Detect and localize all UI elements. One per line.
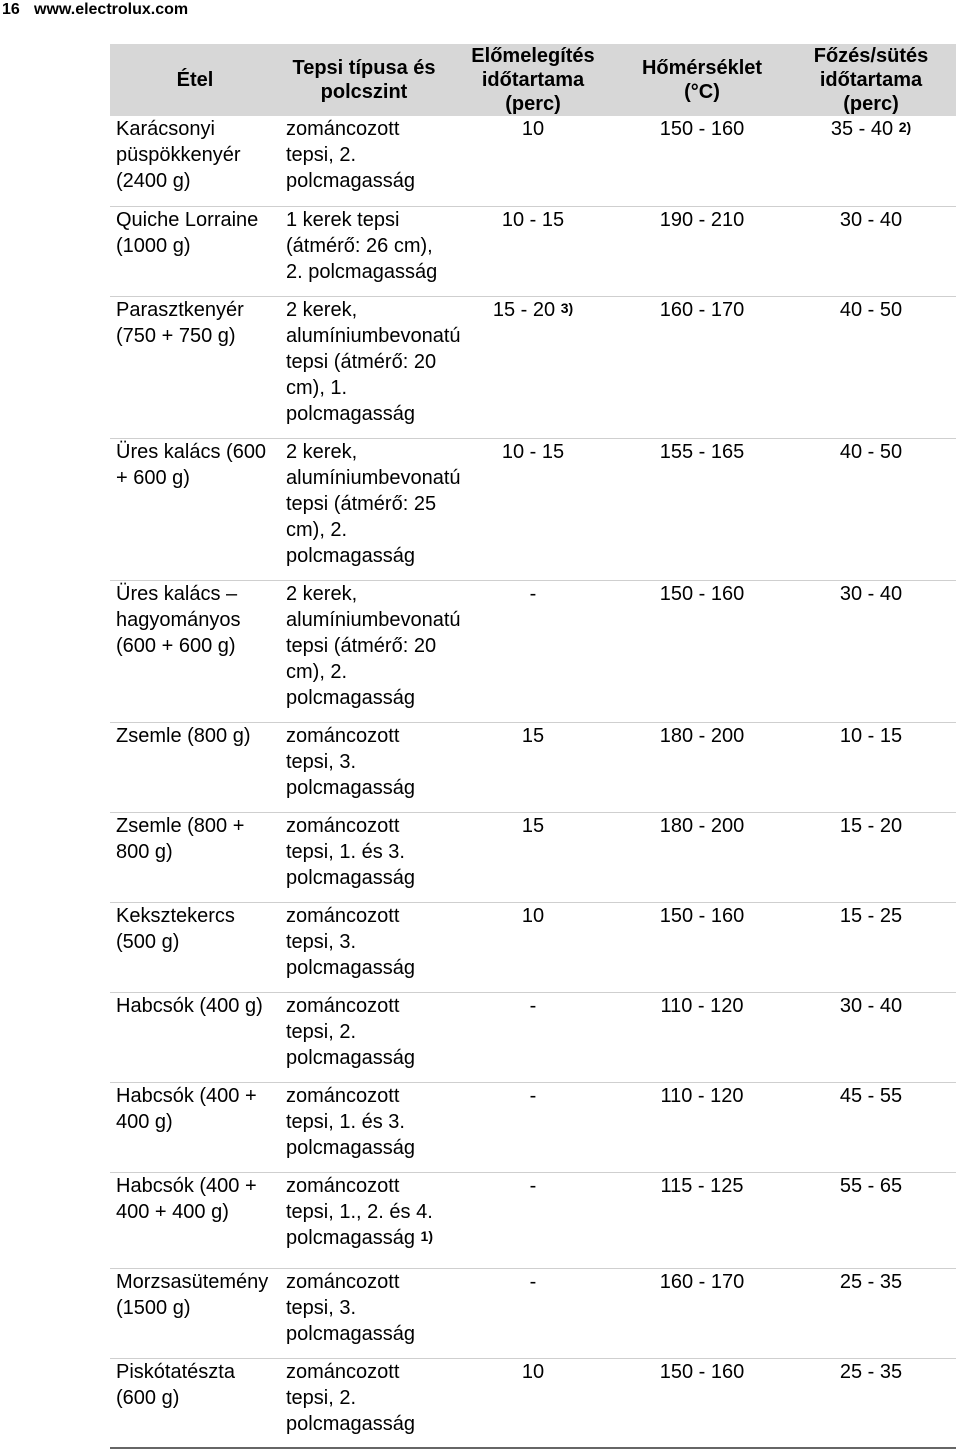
table-row	[110, 206, 956, 296]
temperature-cell-text: 160 - 170	[659, 298, 745, 321]
table-row	[110, 812, 956, 902]
time-cell	[786, 1268, 956, 1358]
temperature-cell	[618, 1172, 786, 1268]
table-row	[110, 722, 956, 812]
temperature-cell-text: 110 - 120	[660, 994, 744, 1017]
tray-cell-text: 2 kerek, alumíniumbevonatú tepsi (átmérő: 20 cm), 2. polcmagasság	[286, 582, 461, 709]
temperature-cell	[618, 722, 786, 812]
time-cell-text: 45 - 55	[839, 1084, 903, 1107]
time-cell-text: 15 - 20	[839, 814, 903, 837]
food-cell-text: Keksztekercs (500 g)	[116, 904, 235, 953]
food-cell-text: Zsemle (800 + 800 g)	[116, 814, 245, 863]
time-cell	[786, 580, 956, 722]
preheat-cell-text: 15	[521, 814, 545, 837]
tray-cell	[280, 116, 448, 206]
time-cell-text: 55 - 65	[839, 1174, 903, 1197]
preheat-cell-text: -	[529, 1174, 537, 1197]
food-cell-text: Zsemle (800 g)	[116, 724, 251, 747]
preheat-cell-text: 10	[521, 904, 545, 927]
preheat-cell	[448, 1358, 618, 1448]
temperature-cell-text: 150 - 160	[659, 1360, 745, 1383]
temperature-cell-text: 180 - 200	[659, 814, 745, 837]
time-cell-text: 30 - 40	[839, 208, 903, 231]
temperature-cell-text: 160 - 170	[659, 1270, 745, 1293]
table-row	[110, 992, 956, 1082]
footnote-marker: 3)	[560, 299, 574, 316]
tray-cell	[280, 722, 448, 812]
food-cell	[110, 580, 280, 722]
time-cell	[786, 438, 956, 580]
preheat-cell	[448, 438, 618, 580]
food-cell	[110, 992, 280, 1082]
table-row	[110, 580, 956, 722]
time-cell-text: 30 - 40	[839, 582, 903, 605]
food-cell	[110, 1172, 280, 1268]
baking-table	[110, 44, 956, 1449]
tray-cell-text: zománcozott tepsi, 1. és 3. polcmagasság	[286, 1084, 415, 1159]
time-cell-text: 40 - 50	[839, 298, 903, 321]
tray-cell-text: zománcozott tepsi, 3. polcmagasság	[286, 904, 415, 979]
preheat-cell	[448, 1082, 618, 1172]
header-temperature: Hőmérséklet (°C)	[618, 44, 786, 116]
temperature-cell	[618, 1268, 786, 1358]
food-cell	[110, 438, 280, 580]
table-row	[110, 1172, 956, 1268]
temperature-cell-text: 190 - 210	[659, 208, 745, 231]
food-cell	[110, 116, 280, 206]
time-cell	[786, 1082, 956, 1172]
preheat-cell-text: 15	[521, 724, 545, 747]
time-cell-text: 30 - 40	[839, 994, 903, 1017]
time-cell	[786, 722, 956, 812]
temperature-cell	[618, 580, 786, 722]
temperature-cell	[618, 1358, 786, 1448]
tray-cell	[280, 206, 448, 296]
temperature-cell	[618, 992, 786, 1082]
preheat-cell	[448, 1172, 618, 1268]
header-preheat: Előmelegítés időtartama (perc)	[448, 44, 618, 116]
time-cell	[786, 992, 956, 1082]
preheat-cell	[448, 296, 618, 438]
table-row	[110, 438, 956, 580]
preheat-cell-text: 10	[521, 118, 545, 140]
tray-cell	[280, 1358, 448, 1448]
table-row	[110, 1082, 956, 1172]
header-food: Étel	[110, 44, 280, 116]
food-cell	[110, 296, 280, 438]
footnote-marker: 1)	[420, 1227, 433, 1244]
temperature-cell-text: 155 - 165	[659, 440, 745, 463]
food-cell	[110, 722, 280, 812]
preheat-cell	[448, 812, 618, 902]
temperature-cell-text: 150 - 160	[659, 118, 745, 140]
footnote-marker: 2)	[898, 119, 912, 135]
temperature-cell	[618, 438, 786, 580]
preheat-cell	[448, 116, 618, 206]
food-cell-text: Parasztkenyér (750 + 750 g)	[116, 298, 244, 347]
food-cell-text: Morzsasütemény (1500 g)	[116, 1270, 269, 1319]
tray-cell	[280, 438, 461, 580]
food-cell	[110, 1082, 280, 1172]
time-cell-text: 40 - 50	[839, 440, 903, 463]
tray-cell-text: zománcozott tepsi, 1. és 3. polcmagasság	[286, 814, 415, 889]
tray-cell-text: 1 kerek tepsi (átmérő: 26 cm), 2. polcmagasság	[286, 208, 438, 283]
food-cell	[110, 206, 280, 296]
preheat-cell	[448, 206, 618, 296]
table-row	[110, 296, 956, 438]
site-url: www.electrolux.com	[34, 1, 189, 18]
time-cell-text: 15 - 25	[839, 904, 903, 927]
food-cell	[110, 902, 280, 992]
preheat-cell-text: 10	[521, 1360, 545, 1383]
temperature-cell	[618, 812, 786, 902]
header-tray: Tepsi típusa és polcszint	[280, 44, 448, 116]
food-cell-text: Üres kalács (600 + 600 g)	[116, 440, 267, 489]
header-time: Főzés/sütés időtartama (perc)	[786, 44, 956, 116]
preheat-cell-text: 10 - 15	[501, 208, 565, 231]
preheat-cell	[448, 1268, 618, 1358]
page-header	[0, 0, 960, 22]
tray-cell-text: zománcozott tepsi, 3. polcmagasság	[286, 724, 415, 799]
preheat-cell	[448, 580, 618, 722]
time-cell	[786, 812, 956, 902]
tray-cell-text: zománcozott tepsi, 2. polcmagasság	[286, 118, 415, 192]
preheat-cell-text: -	[529, 1084, 537, 1107]
temperature-cell-text: 110 - 120	[660, 1084, 744, 1107]
time-cell-text: 25 - 35	[839, 1270, 903, 1293]
food-cell-text: Habcsók (400 + 400 g)	[116, 1084, 257, 1133]
tray-cell	[280, 902, 448, 992]
tray-cell-text: zománcozott tepsi, 2. polcmagasság	[286, 1360, 415, 1435]
preheat-cell-text: 10 - 15	[501, 440, 565, 463]
food-cell-text: Üres kalács – hagyományos (600 + 600 g)	[116, 582, 241, 657]
time-cell	[786, 902, 956, 992]
time-cell-text: 25 - 35	[839, 1360, 903, 1383]
tray-cell-text: zománcozott tepsi, 3. polcmagasság	[286, 1270, 415, 1345]
time-cell	[786, 296, 956, 438]
tray-cell	[280, 812, 448, 902]
table-row	[110, 1268, 956, 1358]
time-cell	[786, 206, 956, 296]
tray-cell	[280, 1082, 448, 1172]
tray-cell-text: zománcozott tepsi, 1., 2. és 4. polcmagasság	[286, 1174, 433, 1249]
tray-cell	[280, 580, 461, 722]
temperature-cell	[618, 206, 786, 296]
tray-cell	[280, 1172, 448, 1268]
food-cell-text: Habcsók (400 + 400 + 400 g)	[116, 1174, 257, 1223]
food-cell	[110, 812, 280, 902]
tray-cell	[280, 1268, 448, 1358]
table-row	[110, 116, 956, 206]
preheat-cell-text: -	[529, 1270, 537, 1293]
temperature-cell-text: 150 - 160	[659, 582, 745, 605]
preheat-cell-text: -	[529, 994, 537, 1017]
temperature-cell	[618, 296, 786, 438]
temperature-cell-text: 150 - 160	[659, 904, 745, 927]
preheat-cell	[448, 992, 618, 1082]
time-cell-text: 35 - 40	[830, 118, 894, 140]
food-cell-text: Piskótatészta (600 g)	[116, 1360, 235, 1409]
preheat-cell-text: -	[529, 582, 537, 605]
food-cell-text: Karácsonyi püspökkenyér (2400 g)	[116, 118, 241, 192]
food-cell-text: Quiche Lorraine (1000 g)	[116, 208, 259, 257]
tray-cell-text: zománcozott tepsi, 2. polcmagasság	[286, 994, 415, 1069]
time-cell	[786, 1172, 956, 1268]
temperature-cell	[618, 1082, 786, 1172]
tray-cell-text: 2 kerek, alumíniumbevonatú tepsi (átmérő: 20 cm), 1. polcmagasság	[286, 298, 461, 425]
tray-cell	[280, 296, 461, 438]
page-number: 16	[2, 1, 20, 18]
tray-cell-text: 2 kerek, alumíniumbevonatú tepsi (átmérő: 25 cm), 2. polcmagasság	[286, 440, 461, 567]
time-cell	[786, 1358, 956, 1448]
tray-cell	[280, 992, 448, 1082]
time-cell-text: 10 - 15	[839, 724, 903, 747]
preheat-cell	[448, 902, 618, 992]
table-row	[110, 1358, 956, 1448]
table-header-row	[110, 44, 956, 116]
food-cell	[110, 1358, 280, 1448]
temperature-cell-text: 115 - 125	[660, 1174, 744, 1197]
preheat-cell-text: 15 - 20	[492, 298, 556, 321]
food-cell	[110, 1268, 280, 1358]
food-cell-text: Habcsók (400 g)	[116, 994, 263, 1017]
temperature-cell-text: 180 - 200	[659, 724, 745, 747]
time-cell	[786, 116, 956, 206]
temperature-cell	[618, 116, 786, 206]
preheat-cell	[448, 722, 618, 812]
temperature-cell	[618, 902, 786, 992]
table-row	[110, 902, 956, 992]
